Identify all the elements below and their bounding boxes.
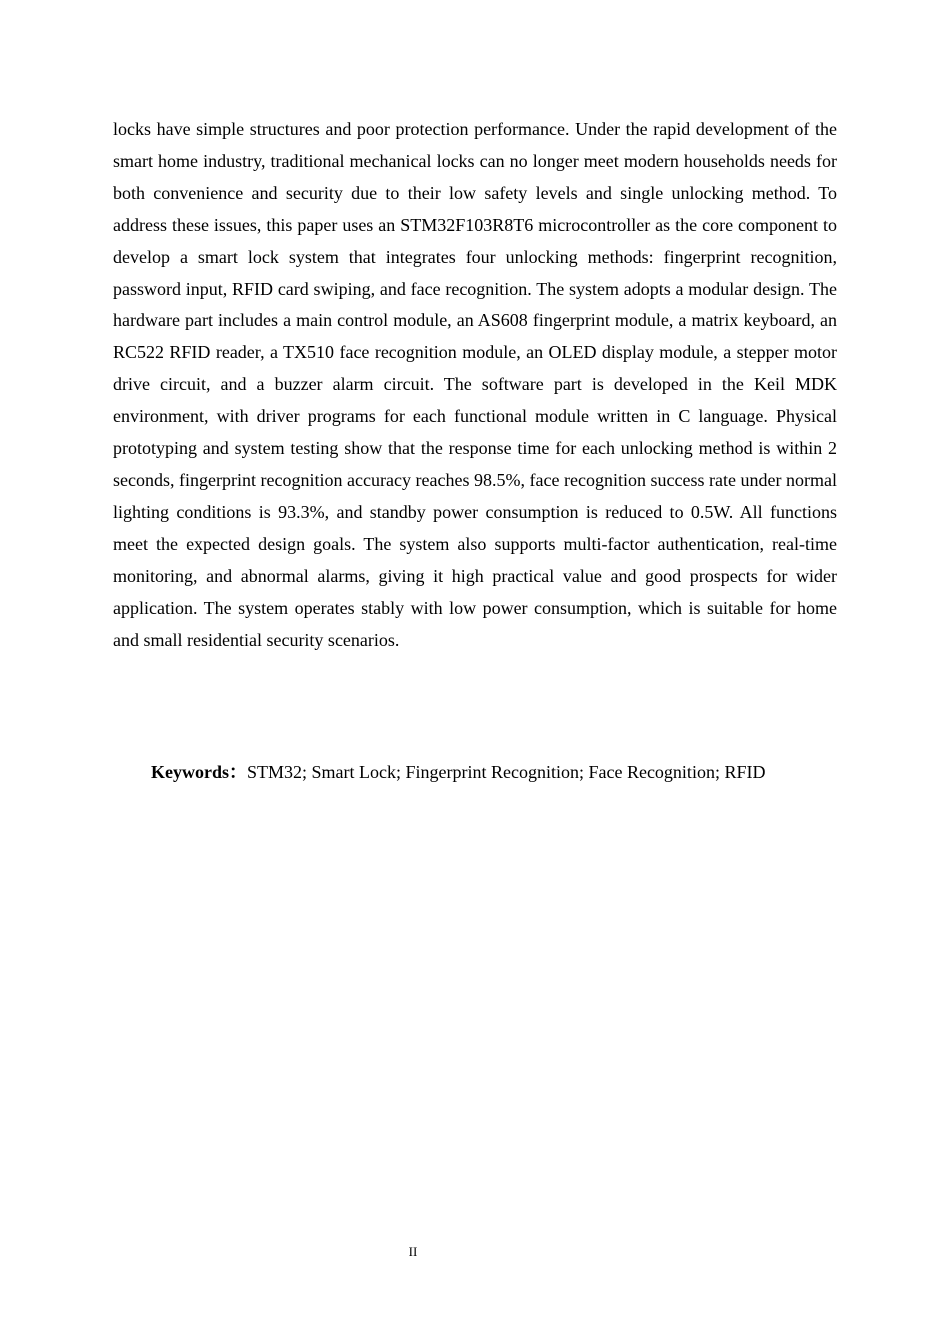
abstract-paragraph: locks have simple structures and poor protection performance. Under the rapid development of the smart home industry, traditional mechanical locks can no longer meet modern households needs for both convenience and security due to their low safety levels and single unlocking method. To address these issues, this paper uses an STM32F103R8T6 microcontroller as the core component to develop a smart lock system that integrates four unlocking methods: fingerprint recognition, password input, RFID card swiping, and face recognition. The system adopts a modular design. The hardware part includes a main control module, an AS608 fingerprint module, a matrix keyboard, an RC522 RFID reader, a TX510 face recognition module, an OLED display module, a stepper motor drive circuit, and a buzzer alarm circuit. The software part is developed in the Keil MDK environment, with driver programs for each functional module written in C language. Physical prototyping and system testing show that the response time for each unlocking method is within 2 seconds, fingerprint recognition accuracy reaches 98.5%, face recognition success rate under normal lighting conditions is 93.3%, and standby power consumption is reduced to 0.5W. All functions meet the expected design goals. The system also supports multi-factor authentication, real-time monitoring, and abnormal alarms, giving it high practical value and good prospects for wider application. The system operates stably with low power consumption, which is suitable for home and small residential security scenarios.: [113, 119, 837, 650]
keywords-line: [113, 758, 837, 786]
page-number: II: [408, 1244, 418, 1259]
keywords-label: Keywords：: [151, 762, 247, 782]
keywords-value: STM32; Smart Lock; Fingerprint Recognition; Face Recognition; RFID: [247, 762, 766, 782]
